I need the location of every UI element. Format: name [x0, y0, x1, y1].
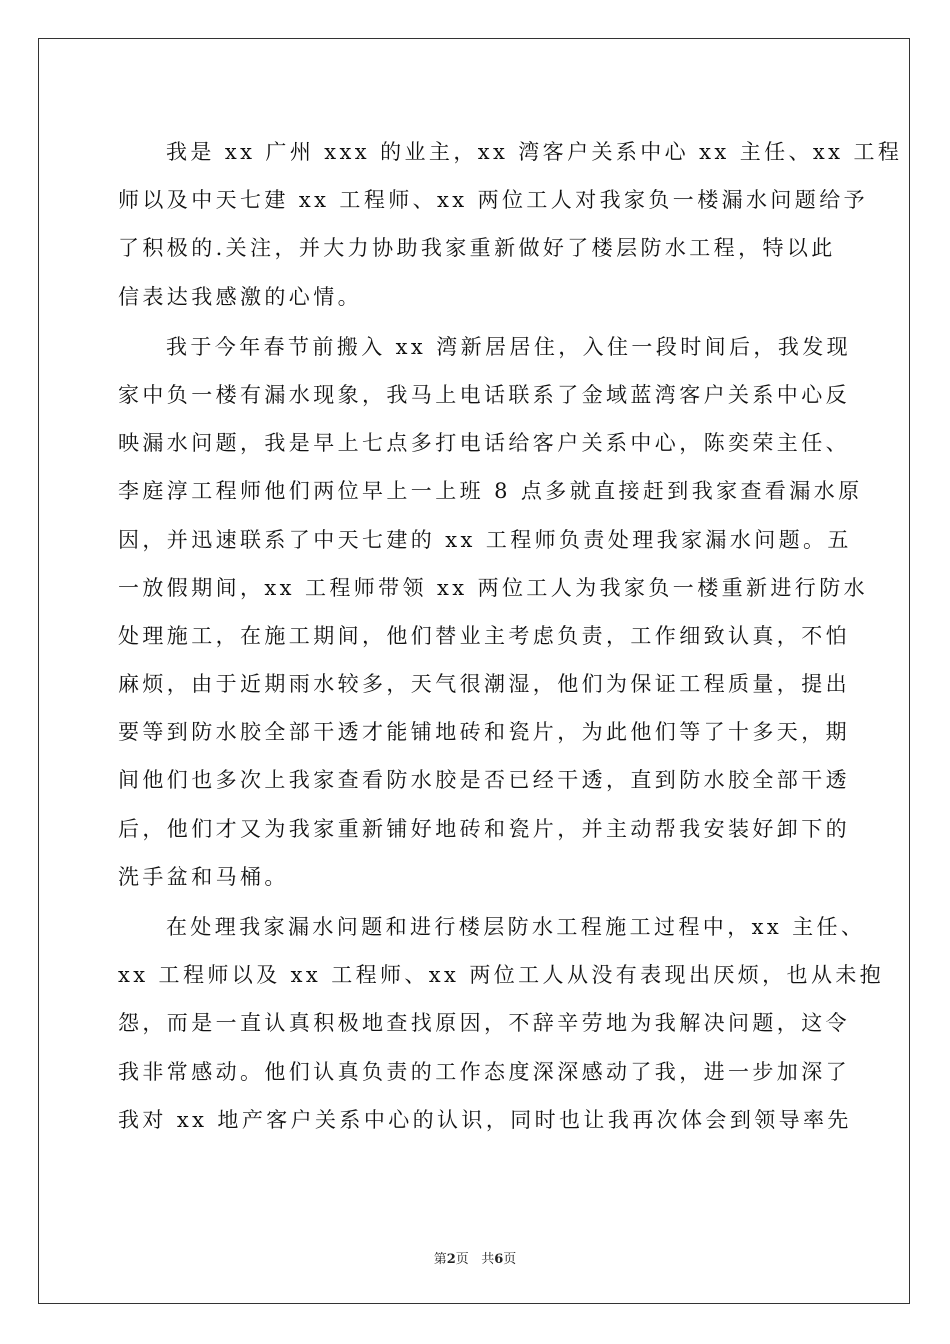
paragraph-2-line-1: 我于今年春节前搬入 xx 湾新居居住，入住一段时间后，我发现: [166, 334, 852, 359]
paragraph-1-line-2: 师以及中天七建 xx 工程师、xx 两位工人对我家负一楼漏水问题给予: [118, 188, 868, 213]
paragraph-2-line-10: 间他们也多次上我家查看防水胶是否已经干透，直到防水胶全部干透: [118, 768, 850, 793]
page-footer: [0, 1248, 950, 1267]
paragraph-2-line-4: 李庭淳工程师他们两位早上一上班 8 点多就直接赶到我家查看漏水原: [118, 479, 863, 504]
page-label-suffix: 页: [455, 1252, 469, 1267]
paragraph-2-line-11: 后，他们才又为我家重新铺好地砖和瓷片，并主动帮我安装好卸下的: [118, 816, 850, 841]
paragraph-2-line-5: 因，并迅速联系了中天七建的 xx 工程师负责处理我家漏水问题。五: [118, 527, 852, 552]
paragraph-3-line-1: 在处理我家漏水问题和进行楼层防水工程施工过程中，xx 主任、: [166, 915, 866, 939]
paragraph-1-line-1: 我是 xx 广州 xxx 的业主，xx 湾客户关系中心 xx 主任、xx 工程: [166, 140, 903, 164]
paragraph-2-line-6: 一放假期间，xx 工程师带领 xx 两位工人为我家负一楼重新进行防水: [118, 575, 868, 600]
paragraph-3-line-5: 我对 xx 地产客户关系中心的认识，同时也让我再次体会到领导率先: [118, 1107, 852, 1132]
paragraph-2-line-7: 处理施工，在施工期间，他们替业主考虑负责，工作细致认真，不怕: [118, 623, 850, 648]
total-label-prefix: 共: [481, 1252, 495, 1267]
letter-body: [118, 128, 903, 1144]
paragraph-3-line-3: 怨，而是一直认真积极地查找原因，不辞辛劳地为我解决问题，这令: [118, 1011, 850, 1036]
paragraph-1-line-4: 信表达我感激的心情。: [118, 284, 362, 309]
page-number: 2: [446, 1252, 456, 1267]
paragraph-2-line-12: 洗手盆和马桶。: [118, 864, 289, 889]
paragraph-2-line-3: 映漏水问题，我是早上七点多打电话给客户关系中心，陈奕荣主任、: [118, 431, 850, 456]
paragraph-3-line-2: xx 工程师以及 xx 工程师、xx 两位工人从没有表现出厌烦，也从未抱: [118, 963, 885, 988]
total-pages: 6: [494, 1252, 504, 1267]
total-label-suffix: 页: [503, 1252, 517, 1267]
page-label-prefix: 第: [433, 1252, 447, 1267]
paragraph-2-line-2: 家中负一楼有漏水现象，我马上电话联系了金域蓝湾客户关系中心反: [118, 382, 850, 407]
paragraph-2-line-9: 要等到防水胶全部干透才能铺地砖和瓷片，为此他们等了十多天，期: [118, 720, 850, 745]
paragraph-2-line-8: 麻烦，由于近期雨水较多，天气很潮湿，他们为保证工程质量，提出: [118, 672, 850, 697]
paragraph-1-line-3: 了积极的.关注，并大力协助我家重新做好了楼层防水工程，特以此: [118, 236, 836, 261]
paragraph-3-line-4: 我非常感动。他们认真负责的工作态度深深感动了我，进一步加深了: [118, 1059, 850, 1084]
